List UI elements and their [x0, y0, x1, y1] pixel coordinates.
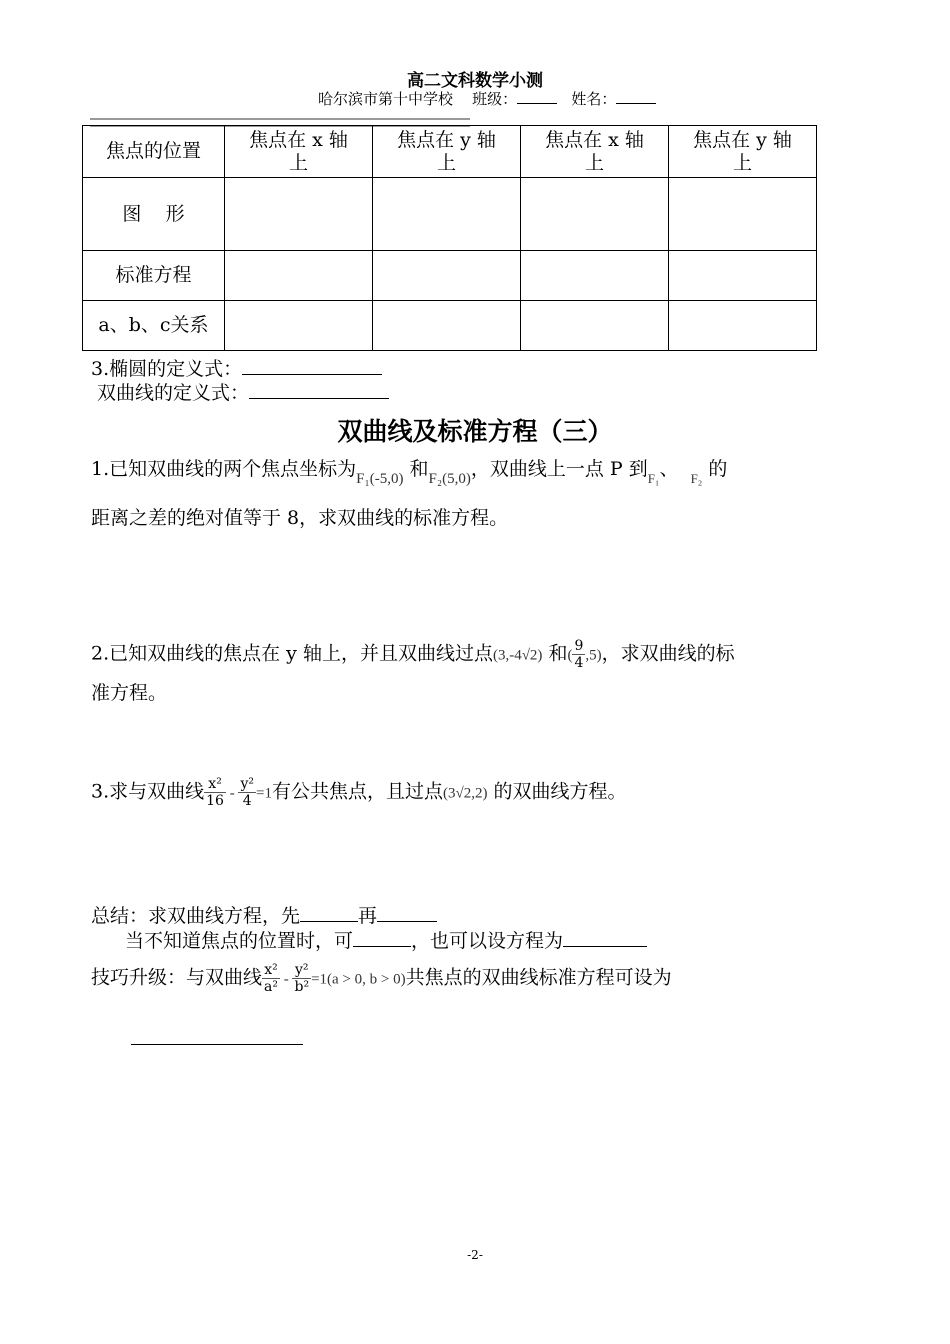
table-cell — [373, 178, 521, 251]
summary-blank-1 — [300, 903, 358, 922]
summary-blank-3 — [353, 928, 411, 947]
focus-f1: F₁(-5,0) — [356, 471, 404, 487]
row-header-standard-equation: 标准方程 — [83, 251, 225, 301]
hyperbola-definition: 双曲线的定义式： — [97, 378, 389, 405]
hyperbola-definition-blank — [249, 380, 389, 399]
name-blank — [616, 89, 656, 104]
question-2-line-2: 准方程。 — [91, 682, 168, 704]
fraction-x2-16: $\frac{\text{x²}}{16}$ — [206, 776, 224, 809]
conic-comparison-table — [82, 125, 817, 351]
question-3: 3.求与双曲线 $\frac{\text{x²}}{16}$ - $\frac{\text{y²}}{4}$ =1有公共焦点，且过点(3√2,2) 的双曲线方程。 — [91, 776, 627, 809]
question-1-line-1: 1.已知双曲线的两个焦点坐标为$_{F_1(-5,0)}$ 和$_{F_2(5,0)}$，双曲线上一点 P 到$_{F_1}$、 $_{F_2}$ 的 — [91, 458, 728, 487]
ellipse-definition: 3.椭圆的定义式： — [91, 354, 382, 381]
page-title: 高二文科数学小测 — [407, 71, 543, 91]
fraction-nine-fourths: $\frac{9}{4}$ — [574, 638, 584, 671]
table-cell — [225, 301, 373, 351]
table-cell — [669, 301, 817, 351]
row-header-abc-relation: a、b、c关系 — [83, 301, 225, 351]
focus-f2: F₂(5,0) — [428, 471, 471, 487]
page-subtitle — [318, 88, 656, 109]
table-cell — [669, 178, 817, 251]
table-cell — [373, 301, 521, 351]
table-cell — [225, 251, 373, 301]
table-cell — [521, 301, 669, 351]
column-header: 焦点在 y 轴 上 — [373, 126, 521, 178]
fraction-x2-a2: $\frac{\text{x²}}{\text{a²}}$ — [264, 962, 278, 995]
class-blank — [517, 89, 557, 104]
class-label: 班级： — [472, 90, 518, 108]
summary-blank-2 — [377, 903, 437, 922]
row-header-focus-position: 焦点的位置 — [83, 126, 225, 178]
column-header: 焦点在 x 轴 上 — [225, 126, 373, 178]
question-1-line-2: 距离之差的绝对值等于 8，求双曲线的标准方程。 — [91, 507, 509, 529]
table-cell — [669, 251, 817, 301]
point-1: (3,-4√2) — [492, 647, 543, 664]
column-header: 焦点在 y 轴 上 — [669, 126, 817, 178]
summary-blank-4 — [563, 928, 647, 947]
summary-line-3: 技巧升级：与双曲线 $\frac{\text{x²}}{\text{a²}}$ - $\frac{\text{y²}}{\text{b²}}$ =1(a > 0, b > 0)共焦点的双曲线标准方程可设为 — [91, 962, 672, 995]
school-name: 哈尔滨市第十中学校 — [318, 90, 454, 108]
table-cell — [521, 251, 669, 301]
summary-answer-blank — [131, 1028, 303, 1045]
section-title: 双曲线及标准方程（三） — [337, 417, 613, 446]
summary-line-1: 总结：求双曲线方程，先 再 — [91, 901, 437, 928]
name-label: 姓名： — [571, 90, 617, 108]
row-header-graph: 图 形 — [83, 178, 225, 251]
column-header: 焦点在 x 轴 上 — [521, 126, 669, 178]
summary-line-2: 当不知道焦点的位置时，可 ，也可以设方程为 — [125, 926, 647, 953]
point-q3: (3√2,2) — [442, 785, 488, 802]
table-cell — [225, 178, 373, 251]
ellipse-definition-blank — [242, 356, 382, 375]
page-number: -2- — [467, 1248, 483, 1262]
fraction-y2-b2: $\frac{\text{y²}}{\text{b²}}$ — [294, 962, 310, 995]
fraction-y2-4: $\frac{\text{y²}}{4}$ — [240, 776, 254, 809]
table-cell — [521, 178, 669, 251]
question-2-line-1: 2.已知双曲线的焦点在 y 轴上，并且双曲线过点(3,-4√2) 和( $\frac{9}{4}$ ,5)，求双曲线的标 — [91, 638, 735, 671]
table-cell — [373, 251, 521, 301]
